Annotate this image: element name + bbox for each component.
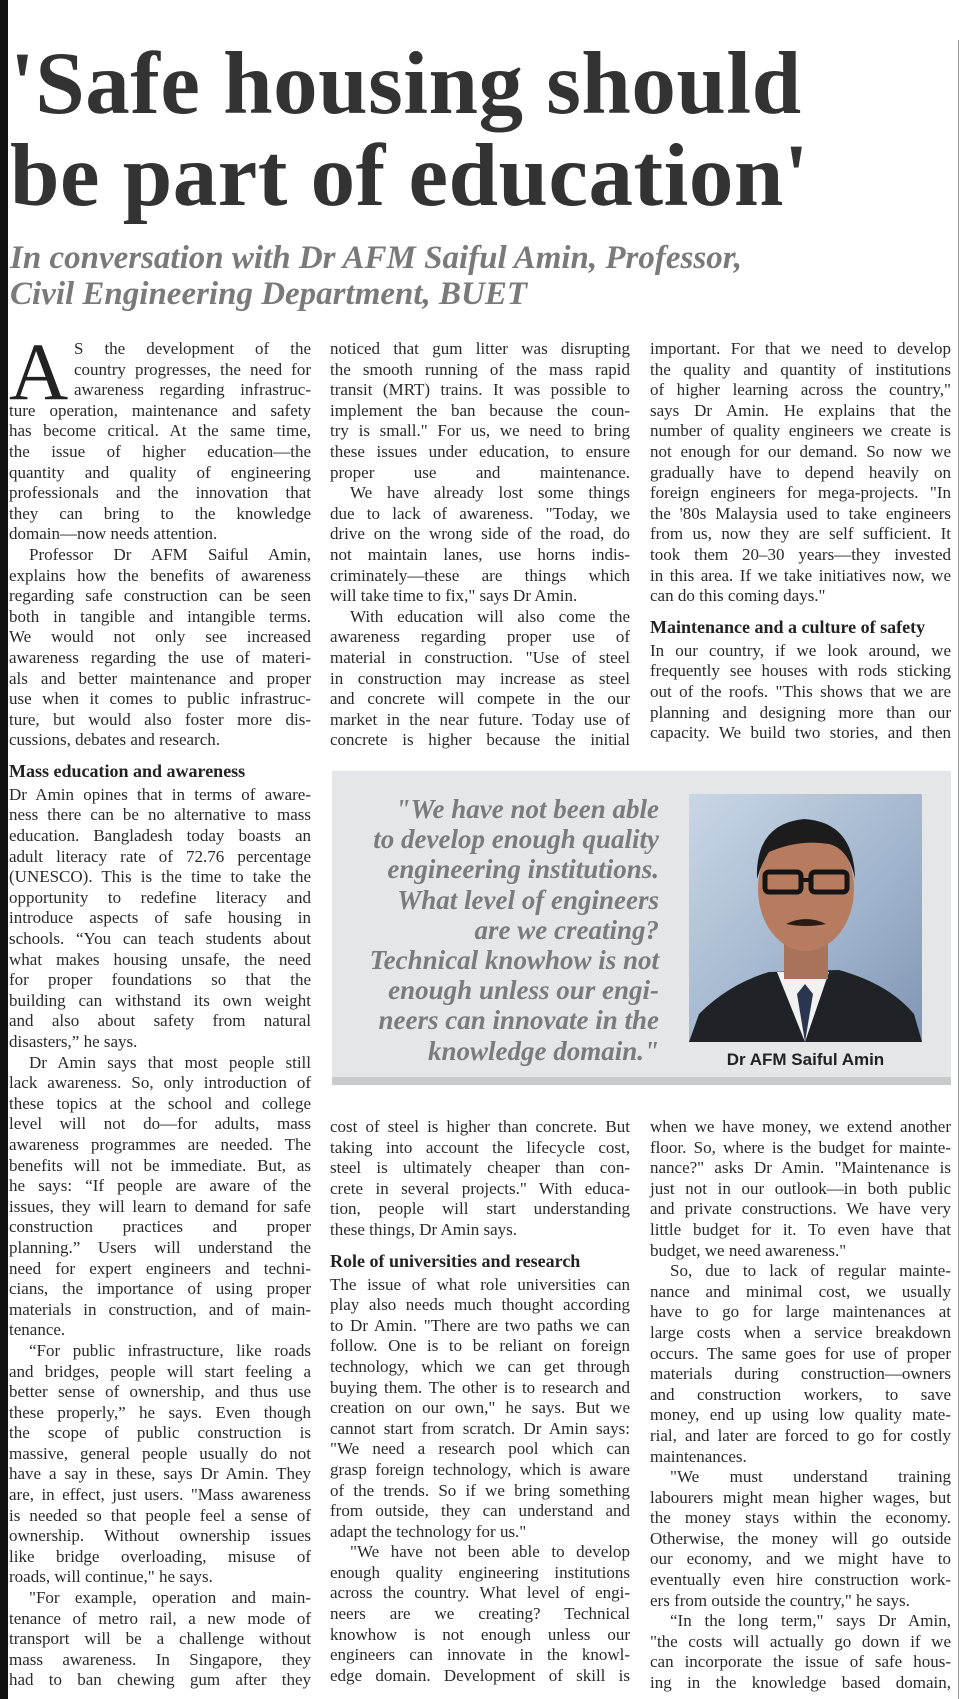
text-line: tenance of metro rail, a new mode of <box>9 1608 311 1628</box>
text-line: he says: “If people are aware of the <box>9 1176 311 1196</box>
text-line: and private constructions. We have very <box>650 1199 951 1219</box>
text-line: concrete is higher because the initial <box>330 730 630 750</box>
text-line: nance and minimal cost, we usually <box>650 1281 951 1301</box>
text-line: professionals and the innovation that <box>9 483 311 503</box>
text-line: labourers might mean higher wages, but <box>650 1487 951 1507</box>
column-1 <box>9 326 311 1691</box>
text-line: Dr Amin says that most people still <box>29 1052 311 1072</box>
page-edge-right <box>958 40 959 1699</box>
text-line: for proper foundations so that the <box>9 970 311 990</box>
paragraph <box>650 339 951 607</box>
text-line: issues, they will learn to demand for safe <box>9 1196 311 1216</box>
text-line: tion, people will start understanding <box>330 1199 630 1219</box>
text-line: can do this coming days." <box>650 586 826 606</box>
text-line: We would not only see increased <box>9 627 311 647</box>
pullquote-line: What level of engineers <box>397 884 659 915</box>
text-line: nance?" asks Dr Amin. "Maintenance is <box>650 1158 951 1178</box>
paragraph <box>330 483 630 607</box>
paragraph <box>330 1542 630 1686</box>
text-line: large costs when a service breakdown <box>650 1322 951 1342</box>
text-line: had to ban chewing gum after they <box>9 1670 311 1690</box>
paragraph <box>650 1261 951 1467</box>
text-line: technology, which we can get through <box>330 1356 630 1376</box>
text-line: from outside, they can understand and <box>330 1501 630 1521</box>
text-line: is needed so that people feel a sense of <box>9 1505 311 1525</box>
text-line: in construction may increase as steel <box>330 668 630 688</box>
text-line: taking into account the lifecycle cost, <box>330 1137 630 1157</box>
text-line: ness there can be no alternative to mass <box>9 805 311 825</box>
text-line: criminately—these are things which <box>330 565 630 585</box>
text-line: drive on the wrong side of the road, do <box>330 524 630 544</box>
text-line: creation on our own," he says. But we <box>330 1398 630 1418</box>
text-line: disasters,” he says. <box>9 1032 138 1051</box>
text-line: ers from outside the country," he says. <box>650 1590 910 1610</box>
paragraph <box>9 326 311 545</box>
pullquote-line: Technical knowhow is not <box>369 945 659 976</box>
column-2-top <box>330 339 630 751</box>
text-line: ing in the knowledge based domain, <box>650 1673 951 1693</box>
text-line: have to go for large maintenances at <box>650 1302 951 1322</box>
headline <box>10 35 810 225</box>
text-line: Professor Dr AFM Saiful Amin, <box>29 544 311 564</box>
text-line: maintenances. <box>650 1446 747 1466</box>
text-line: "We must understand training <box>670 1467 951 1487</box>
text-line: With education will also come the <box>350 606 630 626</box>
text-line: little budget for it. To even have that <box>650 1219 951 1239</box>
text-line: and construction workers, to save <box>650 1384 951 1404</box>
text-line: (UNESCO). This is the time to take the <box>9 867 311 887</box>
section-heading: Mass education and awareness <box>9 760 246 781</box>
text-line: "For example, operation and main- <box>29 1588 311 1608</box>
paragraph <box>9 785 311 1053</box>
text-line: took them 20–30 years—they invested <box>650 544 951 564</box>
subheadline-line: In conversation with Dr AFM Saiful Amin, Professor, <box>10 240 742 276</box>
text-line: planning.” Users will understand the <box>9 1237 311 1257</box>
headline-line: be part of education' <box>10 127 810 225</box>
photo-caption: Dr AFM Saiful Amin <box>726 1050 885 1069</box>
text-line: these properly,” he says. Even though <box>9 1402 311 1422</box>
text-line: We have already lost some things <box>350 483 630 503</box>
text-line: use when it comes to public infrastruc- <box>9 689 311 709</box>
text-line: and also about safety from natural <box>9 1011 311 1031</box>
pullquote-line: knowledge domain." <box>427 1035 659 1066</box>
text-line: "the costs will actually go down if we <box>650 1631 951 1651</box>
text-line: lack awareness. So, only introduction of <box>9 1073 311 1093</box>
text-line: adapt the technology for us." <box>330 1521 527 1541</box>
text-line: not maintain lanes, use horns indis- <box>330 544 630 564</box>
paragraph <box>9 1341 311 1588</box>
text-line: cians, the importance of using proper <box>9 1279 311 1299</box>
pullquote-line: "We have not been able <box>395 794 659 824</box>
text-line: floor. So, where is the budget for mainte- <box>650 1137 951 1157</box>
text-line: has become critical. At the same time, <box>9 421 311 441</box>
text-line: what makes housing unsafe, the need <box>9 949 311 969</box>
text-line: awareness regarding infrastruc- <box>74 380 311 400</box>
text-line: "We need a research pool which can <box>330 1439 630 1459</box>
text-line: and concrete will compete in the our <box>330 689 630 709</box>
text-line: have a say in these, says Dr Amin. They <box>9 1464 311 1484</box>
text-line: just not in our outlook—in both public <box>650 1178 951 1198</box>
text-line: country progresses, the need for <box>74 359 311 379</box>
text-line: edge domain. Development of skill is <box>330 1665 630 1685</box>
text-line: materials during construction—owners <box>650 1364 951 1384</box>
text-line: tenance. <box>9 1320 66 1340</box>
text-line: our economy, and we might have to <box>650 1549 951 1569</box>
text-line: rial, and later are forced to go for costly <box>650 1425 951 1445</box>
text-line: steel is ultimately cheaper than con- <box>330 1158 630 1178</box>
section-heading: Role of universities and research <box>330 1250 581 1271</box>
text-line: the money stays within the economy. <box>650 1508 951 1528</box>
text-line: both in tangible and intangible terms. <box>9 606 311 626</box>
text-line: quantity and quality of engineering <box>9 462 311 482</box>
text-line: crete in several projects." With educa- <box>330 1178 630 1198</box>
text-line: of higher learning across the country," <box>650 380 951 400</box>
text-line: domain—now needs attention. <box>9 524 218 544</box>
text-line: buying them. The other is to research and <box>330 1377 630 1397</box>
text-line: the scope of public construction is <box>9 1423 311 1443</box>
text-line: S the development of the <box>74 339 311 358</box>
text-line: introduce aspects of safe housing in <box>9 908 311 928</box>
text-line: materials in construction, and of main- <box>9 1299 311 1319</box>
column-3-bottom <box>650 1117 951 1694</box>
text-line: from us, now they are self sufficient. It <box>650 524 951 544</box>
text-line: massive, general people usually do not <box>9 1443 311 1463</box>
text-line: like bridge overloading, misuse of <box>9 1546 311 1566</box>
pullquote-box <box>332 771 951 1085</box>
text-line: In our country, if we look around, we <box>650 640 951 660</box>
text-line: the '80s Malaysia used to take engineers <box>650 503 951 523</box>
text-line: not enough for our demand. So now we <box>650 441 951 461</box>
pullquote-line: engineering institutions. <box>387 854 659 885</box>
text-line: noticed that gum litter was disrupting <box>330 339 630 358</box>
text-line: mass awareness. In Singapore, they <box>9 1649 311 1669</box>
paragraph <box>330 607 630 751</box>
text-line: transit (MRT) trains. It was possible to <box>330 380 630 400</box>
pullquote-line: enough unless our engi- <box>388 975 659 1006</box>
text-line: number of quality engineers we create is <box>650 421 951 441</box>
text-line: opportunity to redefine literacy and <box>9 887 311 907</box>
paragraph <box>650 641 951 744</box>
text-line: will take time to fix," says Dr Amin. <box>330 586 578 606</box>
text-line: these issues under education, to ensure <box>330 441 630 461</box>
text-line: budget, we need awareness." <box>650 1240 847 1260</box>
paragraph <box>330 339 630 483</box>
subheadline-line: Civil Engineering Department, BUET <box>10 276 528 312</box>
text-line: of the trends. So if we bring something <box>330 1480 630 1500</box>
text-line: market in the near future. Today use of <box>330 709 630 729</box>
text-line: across the country. What level of engi- <box>330 1583 630 1603</box>
text-line: occurs. The same goes for use of proper <box>650 1343 951 1363</box>
text-line: need for expert engineers and techni- <box>9 1258 311 1278</box>
text-line: ownership. Without ownership issues <box>9 1526 311 1546</box>
text-line: foreign engineers for mega-projects. "In <box>650 483 951 503</box>
text-line: So, due to lack of regular mainte- <box>670 1261 951 1281</box>
text-line: these things, Dr Amin says. <box>330 1219 517 1239</box>
paragraph <box>9 545 311 751</box>
text-line: follow. One is to be reliant on foreign <box>330 1336 630 1356</box>
pullquote-text <box>370 794 659 1066</box>
text-line: planning and designing more than our <box>650 702 951 722</box>
paragraph <box>650 1611 951 1693</box>
text-line: cost of steel is higher than concrete. But <box>330 1117 630 1136</box>
text-line: when we have money, we extend another <box>650 1117 951 1136</box>
text-line: level will not do—for adults, mass <box>9 1114 311 1134</box>
text-line: building can withstand its own weight <box>9 990 311 1010</box>
text-line: try is small." For us, we need to bring <box>330 421 630 441</box>
pullquote-line: neers can innovate in the <box>378 1005 659 1036</box>
text-line: and bridges, people will start feeling a <box>9 1361 311 1381</box>
paragraph <box>650 1467 951 1611</box>
text-line: transport will be a challenge without <box>9 1629 311 1649</box>
text-line: adult literacy rate of 72.76 percentage <box>9 846 311 866</box>
text-line: “In the long term," says Dr Amin, <box>670 1611 951 1631</box>
text-line: proper use and maintenance. <box>330 462 630 482</box>
text-line: engineers can innovate in the knowl- <box>330 1645 630 1665</box>
text-line: are, in effect, just users. "Mass awareness <box>9 1485 311 1505</box>
text-line: ture operation, maintenance and safety <box>9 400 311 420</box>
column-3-top <box>650 339 951 744</box>
paragraph <box>9 1588 311 1691</box>
text-line: knowhow is not enough unless our <box>330 1624 630 1644</box>
text-line: awareness regarding proper use of <box>330 627 630 647</box>
text-line: ture, but would also foster more dis- <box>9 709 311 729</box>
text-line: these topics at the school and college <box>9 1093 311 1113</box>
text-line: grasp foreign technology, which is aware <box>330 1459 630 1479</box>
text-line: "We have not been able to develop <box>350 1542 630 1562</box>
text-line: they can bring to the knowledge <box>9 503 311 523</box>
text-line: cannot start from scratch. Dr Amin says: <box>330 1418 630 1438</box>
text-line: material in construction. "Use of steel <box>330 647 630 667</box>
text-line: the quality and quantity of institutions <box>650 359 951 379</box>
text-line: “For public infrastructure, like roads <box>29 1340 311 1360</box>
text-line: play also needs much thought according <box>330 1295 630 1315</box>
text-line: construction practices and proper <box>9 1217 311 1237</box>
text-line: eventually even hire construction work- <box>650 1570 951 1590</box>
text-line: education. Bangladesh today boasts an <box>9 826 311 846</box>
text-line: awareness programmes are needed. The <box>9 1134 311 1154</box>
section-heading: Maintenance and a culture of safety <box>650 616 926 637</box>
text-line: says Dr Amin. He explains that the <box>650 400 951 420</box>
text-line: better sense of ownership, and thus use <box>9 1382 311 1402</box>
paragraph <box>650 1117 951 1261</box>
column-2-bottom <box>330 1117 630 1686</box>
subheadline <box>10 240 742 312</box>
paragraph <box>9 1053 311 1341</box>
text-line: can incorporate the issue of safe hous- <box>650 1652 951 1672</box>
page-edge <box>0 0 8 1699</box>
text-line: capacity. We build two stories, and then <box>650 723 951 743</box>
text-line: awareness regarding the use of materi- <box>9 647 311 667</box>
text-line: in this area. If we take initiatives now, we <box>650 565 951 585</box>
text-line: gradually have to depend heavily on <box>650 462 951 482</box>
headline-line: 'Safe housing should <box>10 35 802 133</box>
text-line: Otherwise, the money will go outside <box>650 1528 951 1548</box>
text-line: the issue of higher education—the <box>9 441 311 461</box>
text-line: enough quality engineering institutions <box>330 1562 630 1582</box>
text-line: implement the ban because the coun- <box>330 400 630 420</box>
text-line: The issue of what role universities can <box>330 1274 630 1294</box>
text-line: Dr Amin opines that in terms of aware- <box>9 784 311 804</box>
text-line: the smooth running of the mass rapid <box>330 359 630 379</box>
text-line: regarding safe construction can be seen <box>9 586 311 606</box>
text-line: explains how the benefits of awareness <box>9 565 311 585</box>
text-line: cussions, debates and research. <box>9 730 221 750</box>
pullquote-line: to develop enough quality <box>373 824 659 855</box>
drop-cap: A <box>9 326 69 417</box>
text-line: benefits will not be immediate. But, as <box>9 1155 311 1175</box>
text-line: neers are we creating? Technical <box>330 1604 630 1624</box>
paragraph <box>330 1275 630 1543</box>
text-line: als and better maintenance and proper <box>9 668 311 688</box>
pullquote-line: are we creating? <box>474 914 659 945</box>
text-line: frequently see houses with rods sticking <box>650 661 951 681</box>
text-line: money, end up using low quality mate- <box>650 1405 951 1425</box>
paragraph <box>330 1117 630 1241</box>
portrait-photo <box>689 794 922 1042</box>
text-line: to Dr Amin. "There are two paths we can <box>330 1315 630 1335</box>
text-line: schools. “You can teach students about <box>9 929 311 949</box>
text-line: out of the roofs. "This shows that we are <box>650 681 951 701</box>
text-line: due to lack of awareness. "Today, we <box>330 503 630 523</box>
text-line: roads, will continue," he says. <box>9 1567 213 1587</box>
text-line: important. For that we need to develop <box>650 339 951 358</box>
